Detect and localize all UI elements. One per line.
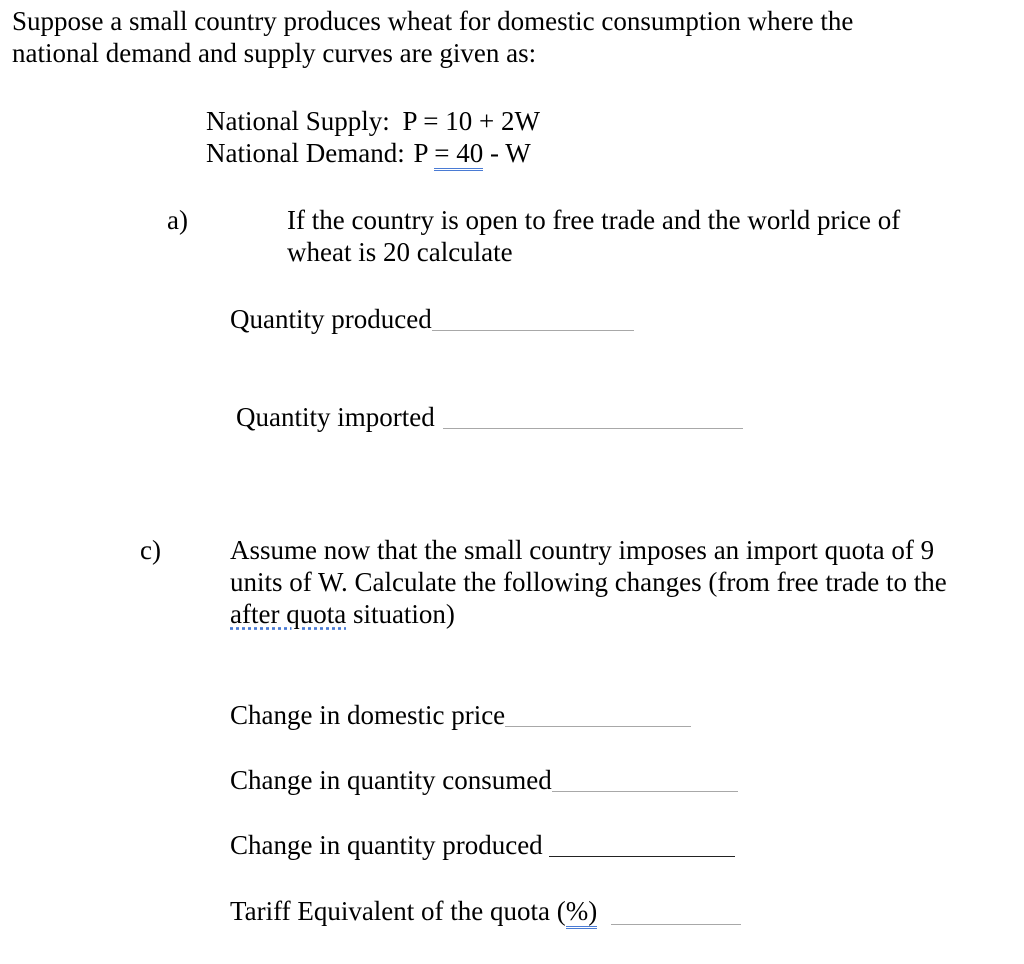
- demand-label: National Demand:: [206, 138, 405, 168]
- demand-equals-sign: = 40: [434, 138, 483, 171]
- answer-blank[interactable]: [549, 856, 735, 857]
- answer-blank[interactable]: [552, 791, 738, 792]
- after-quota-term: after quota: [230, 599, 347, 629]
- situation-text: situation): [346, 599, 455, 629]
- part-c-label: c): [140, 535, 161, 565]
- question-label: Change in quantity produced: [230, 830, 543, 860]
- demand-equation: [206, 137, 531, 169]
- demand-rest: - W: [489, 138, 531, 168]
- question-change-quantity-consumed: [230, 764, 738, 796]
- part-c-text-line-1: Assume now that the small country imposes an import quota of 9: [230, 535, 935, 565]
- part-c-text-line-3: [230, 598, 455, 630]
- part-a-text-line-1: If the country is open to free trade and the world price of: [287, 205, 901, 235]
- question-label: Tariff Equivalent of the quota (: [230, 896, 566, 926]
- question-label: Change in quantity consumed: [230, 765, 552, 795]
- supply-label: National Supply:: [206, 106, 390, 136]
- supply-formula: P = 10 + 2W: [402, 106, 540, 136]
- intro-line-2: national demand and supply curves are given as:: [12, 38, 537, 68]
- intro-line-1: Suppose a small country produces wheat for domestic consumption where the: [12, 6, 854, 36]
- question-tariff-equivalent: [230, 895, 741, 929]
- demand-p: P: [413, 138, 428, 168]
- part-a-label: a): [167, 205, 188, 235]
- answer-blank[interactable]: [611, 924, 741, 925]
- question-change-quantity-produced: [230, 829, 735, 861]
- question-label: Change in domestic price: [230, 700, 506, 730]
- question-quantity-produced: [230, 303, 634, 335]
- supply-equation: [206, 105, 540, 137]
- percent-symbol: %): [566, 896, 597, 929]
- question-label: Quantity imported: [236, 402, 435, 432]
- question-quantity-imported: [236, 401, 743, 433]
- question-label: Quantity produced: [230, 304, 432, 334]
- answer-blank[interactable]: [432, 330, 634, 331]
- question-change-domestic-price: [230, 699, 691, 731]
- part-c-text-line-2: units of W. Calculate the following changes (from free trade to the: [230, 567, 947, 597]
- part-a-text-line-2: wheat is 20 calculate: [287, 237, 513, 267]
- answer-blank[interactable]: [443, 428, 743, 429]
- answer-blank[interactable]: [505, 726, 691, 727]
